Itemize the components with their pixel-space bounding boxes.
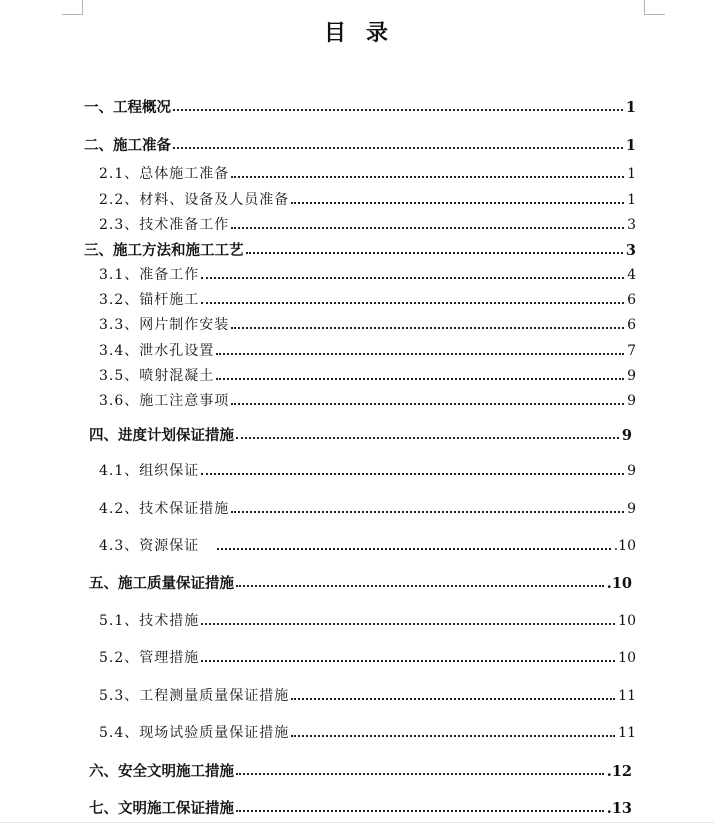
toc-entry[interactable] (89, 424, 632, 444)
toc-entry[interactable] (99, 214, 636, 234)
page-bottom-edge (0, 822, 714, 823)
toc-entry[interactable] (99, 289, 636, 309)
toc-leader (291, 202, 624, 204)
toc-entry[interactable] (99, 189, 636, 209)
toc-entry-label: 五、施工质量保证措施 (89, 575, 234, 592)
toc-entry-page: .10 (606, 575, 632, 592)
toc-entry-page: 6 (627, 292, 636, 308)
toc-entry[interactable] (99, 647, 636, 667)
toc-entry-page: 4 (627, 267, 636, 283)
toc-entry-page: 1 (625, 137, 636, 154)
toc-entry-page: 7 (627, 343, 636, 359)
toc-entry-page: 3 (625, 242, 636, 259)
toc-entry-label: 2.2、材料、设备及人员准备 (99, 192, 290, 208)
toc-entry[interactable] (99, 610, 636, 630)
toc-leader (201, 660, 615, 662)
toc-entry[interactable] (99, 365, 636, 385)
toc-entry-label: 5.4、现场试验质量保证措施 (99, 725, 290, 741)
toc-entry-page: 10 (618, 650, 636, 666)
toc-entry-label: 3.3、网片制作安装 (99, 317, 230, 333)
toc-entry-label: 3.4、泄水孔设置 (99, 343, 215, 359)
toc-entry[interactable] (99, 264, 636, 284)
toc-entry[interactable] (99, 390, 636, 410)
toc-entry-label: 3.5、喷射混凝土 (99, 368, 215, 384)
toc-entry-page: 9 (627, 501, 636, 517)
toc-entry-label: 4.2、技术保证措施 (99, 501, 230, 517)
toc-entry-label: 三、施工方法和施工工艺 (84, 242, 244, 259)
toc-entry-page: 9 (621, 427, 632, 444)
title-char: 录 (366, 20, 391, 46)
toc-entry-label: 一、工程概况 (84, 99, 171, 116)
toc-entry[interactable] (84, 96, 636, 116)
toc-entry-page: 11 (618, 725, 636, 741)
toc-entry[interactable] (89, 797, 632, 817)
toc-entry[interactable] (99, 460, 636, 480)
toc-leader (231, 176, 624, 178)
toc-leader (201, 302, 624, 304)
toc-entry-label: 5.1、技术措施 (99, 613, 200, 629)
toc-leader (291, 735, 615, 737)
toc-leader (291, 698, 615, 700)
toc-leader (217, 548, 610, 550)
toc-entry-page: 11 (618, 688, 636, 704)
toc-entry[interactable] (99, 722, 636, 742)
toc-entry-label: 5.3、工程测量质量保证措施 (99, 688, 290, 704)
toc-entry-label: 七、文明施工保证措施 (89, 800, 234, 817)
toc-entry-page: 6 (627, 317, 636, 333)
toc-entry[interactable] (99, 535, 636, 555)
toc-entry-page: 1 (627, 166, 636, 182)
toc-entry-page: .10 (613, 538, 636, 554)
toc-leader (173, 109, 623, 111)
toc-entry[interactable] (89, 760, 632, 780)
toc-entry[interactable] (99, 340, 636, 360)
toc-entry[interactable] (84, 134, 636, 154)
toc-entry-label: 4.3、资源保证 (99, 538, 200, 554)
toc-leader (231, 227, 624, 229)
toc-entry-label: 二、施工准备 (84, 137, 171, 154)
toc-entry-page: .12 (606, 763, 632, 780)
toc-entry[interactable] (89, 572, 632, 592)
title-char: 目 (323, 20, 348, 46)
toc-leader (246, 252, 623, 254)
toc-entry-label: 3.6、施工注意事项 (99, 393, 230, 409)
toc-entry-page: 9 (627, 463, 636, 479)
toc-entry-label: 六、安全文明施工措施 (89, 763, 234, 780)
toc-leader (236, 437, 619, 439)
toc-entry[interactable] (99, 314, 636, 334)
toc-entry[interactable] (99, 685, 636, 705)
page-title (0, 16, 714, 47)
toc-leader (236, 585, 604, 587)
toc-entry[interactable] (99, 163, 636, 183)
toc-entry-page: 3 (627, 217, 636, 233)
toc-leader (201, 277, 624, 279)
toc-leader (201, 473, 624, 475)
toc-entry-label: 2.3、技术准备工作 (99, 217, 230, 233)
page-corner-mark-right (644, 0, 665, 15)
toc-leader (231, 511, 624, 513)
toc-leader (236, 773, 604, 775)
toc-entry-page: 9 (627, 368, 636, 384)
toc-entry-label: 3.2、锚杆施工 (99, 292, 200, 308)
toc-leader (231, 327, 624, 329)
toc-entry-page: 10 (618, 613, 636, 629)
toc-entry-label: 4.1、组织保证 (99, 463, 200, 479)
toc-leader (231, 403, 624, 405)
toc-entry-page: 9 (627, 393, 636, 409)
toc-entry-page: .13 (606, 800, 632, 817)
toc-entry-label: 四、进度计划保证措施 (89, 427, 234, 444)
toc-entry[interactable] (99, 498, 636, 518)
toc-leader (216, 378, 624, 380)
toc-leader (201, 623, 615, 625)
toc-entry-page: 1 (627, 192, 636, 208)
toc-entry-page: 1 (625, 99, 636, 116)
toc-entry[interactable] (84, 239, 636, 259)
toc-leader (173, 147, 623, 149)
toc-entry-label: 3.1、准备工作 (99, 267, 200, 283)
toc-leader (236, 810, 604, 812)
page-corner-mark-left (62, 0, 83, 15)
toc-entry-label: 2.1、总体施工准备 (99, 166, 230, 182)
toc-entry-label: 5.2、管理措施 (99, 650, 200, 666)
toc-leader (216, 353, 624, 355)
